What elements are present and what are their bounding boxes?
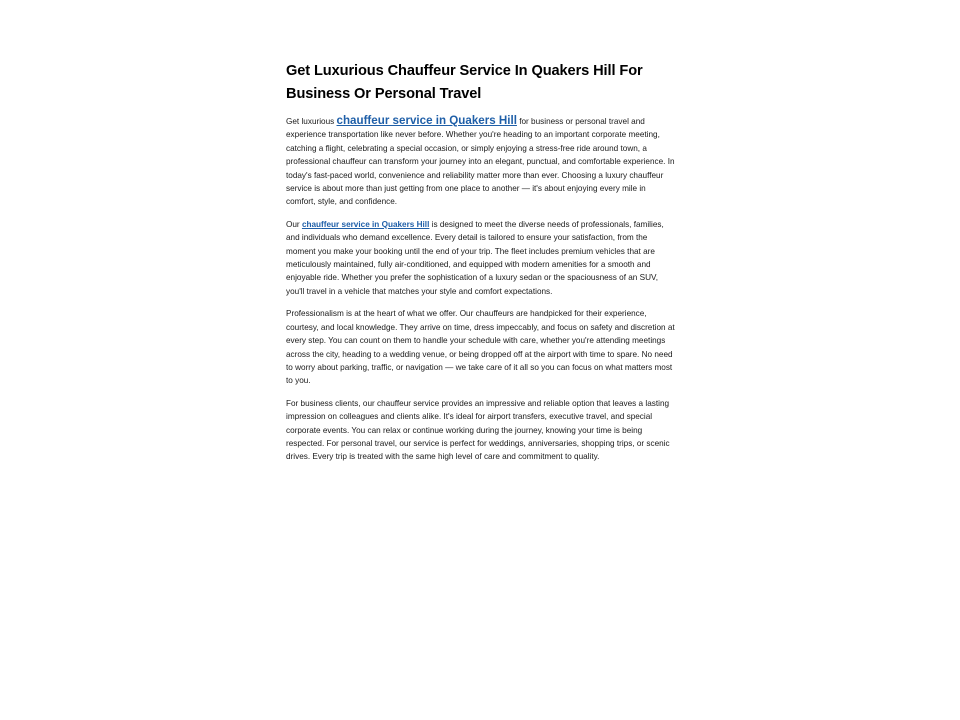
- paragraph-professionalism: Professionalism is at the heart of what we offer. Our chauffeurs are handpicked for their experience, courtesy, and local knowledge. They arrive on time, dress impeccably, and focus on safety and discretion at every step. You can count on them to handle your schedule with care, whether you're attending meetings across the city, heading to a wedding venue, or being dropped off at the airport with time to spare. No need to worry about parking, traffic, or navigation — we take care of it all so you can focus on what matters most to you.: [286, 309, 675, 386]
- paragraph-business-clients: For business clients, our chauffeur service provides an impressive and reliable option that leaves a lasting impression on colleagues and clients alike. It's ideal for airport transfers, executive travel, and special corporate events. You can relax or continue working during the journey, knowing your time is being respected. For personal travel, our service is perfect for weddings, anniversaries, shopping trips, or scenic drives. Every trip is treated with the same high level of care and commitment to quality.: [286, 398, 670, 462]
- chauffeur-service-link-primary[interactable]: chauffeur service in Quakers Hill: [336, 114, 517, 127]
- paragraph-intro: [286, 114, 676, 209]
- paragraph-fleet: [286, 218, 676, 298]
- paragraph-fleet-lead: Our: [286, 219, 302, 229]
- paragraph-intro-body: for business or personal travel and experience transportation like never before. Whether you're heading to an important corporate meeting, catching a flight, celebrating a special occasion, or simply enjoying a stress-free ride around town, a professional chauffeur can transform your journey into an elegant, punctual, and comfortable experience. In today's fast-paced world, convenience and reliability matter more than ever. Choosing a luxury chauffeur service is about more than just getting from one place to another — it's about enjoying every mile in comfort, style, and confidence.: [286, 117, 675, 207]
- page-title: Get Luxurious Chauffeur Service In Quakers Hill For Business Or Personal Travel: [286, 63, 643, 102]
- paragraph-intro-lead: Get luxurious: [286, 117, 337, 126]
- document-content: [286, 60, 676, 473]
- paragraph-fleet-body: is designed to meet the diverse needs of professionals, families, and individuals who demand excellence. Every detail is tailored to ensure your satisfaction, from the moment you make your booking until the end of your trip. The fleet includes premium vehicles that are meticulously maintained, fully air-conditioned, and equipped with modern amenities for a smooth and enjoyable ride. Whether you prefer the sophistication of a luxury sedan or the spaciousness of an SUV, you'll travel in a vehicle that matches your style and comfort expectations.: [286, 219, 664, 296]
- chauffeur-service-link-secondary[interactable]: chauffeur service in Quakers Hill: [301, 219, 430, 229]
